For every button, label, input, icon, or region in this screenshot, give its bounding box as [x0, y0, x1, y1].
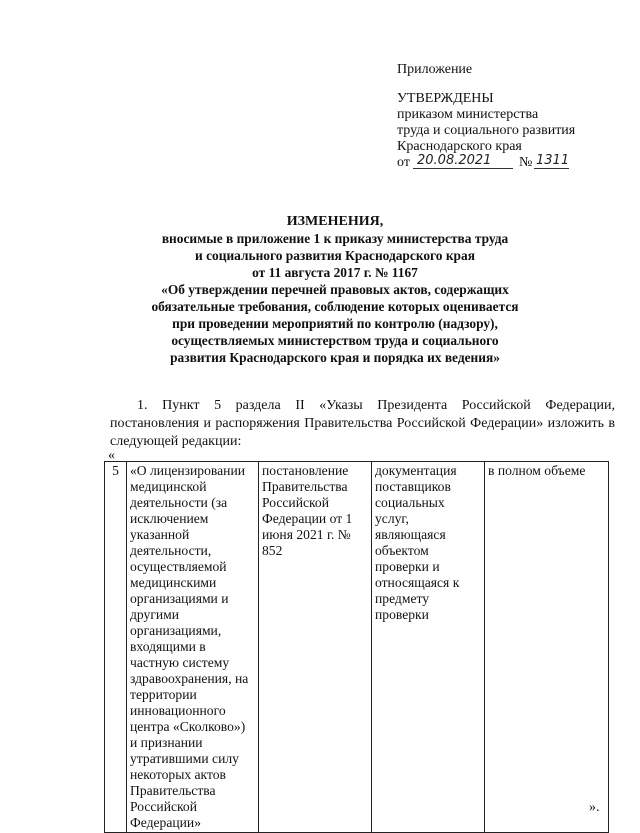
number-sign: №	[519, 155, 533, 170]
document-cell: постановление Правительства Российской Федерации от 1 июня 2021 г. № 852	[259, 462, 372, 833]
approval-block	[397, 62, 627, 173]
changes-table	[104, 461, 609, 833]
date-number-line	[397, 155, 627, 173]
opening-quote: «	[108, 448, 115, 463]
approved-line-1: приказом министерства	[397, 107, 539, 122]
title-line: «Об утверждении перечней правовых актов, содержащих	[161, 282, 509, 297]
scope-cell: в полном объеме	[485, 462, 609, 833]
table-row	[105, 462, 609, 833]
from-label: от	[397, 155, 410, 170]
row-number-cell: 5	[105, 462, 127, 833]
title-line: осуществляемых министерством труда и социального	[171, 333, 499, 348]
approved-line-2: труда и социального развития	[397, 123, 576, 138]
subject-cell: документация поставщиков социальных услуг, являющаяся объектом проверки и относящаяся к предмету проверки	[372, 462, 485, 833]
handwritten-date: 20.08.2021	[413, 153, 513, 169]
paragraph-text: 1. Пункт 5 раздела II «Указы Президента Российской Федерации, постановления и распоряжения Правительства Российской Федерации» изложить в следующей редакции:	[110, 398, 615, 449]
document-title	[100, 213, 570, 366]
title-line: и социального развития Краснодарского края	[195, 248, 475, 263]
body-paragraph	[110, 397, 615, 451]
title-line: при проведении мероприятий по контролю (надзору),	[172, 316, 498, 331]
title-line: вносимые в приложение 1 к приказу министерства труда	[161, 231, 509, 246]
title-main: ИЗМЕНЕНИЯ,	[286, 214, 384, 229]
approved-line-3: Краснодарского края	[397, 139, 522, 154]
closing-quote: ».	[589, 800, 600, 815]
title-line: развития Краснодарского края и порядка их ведения»	[170, 350, 500, 365]
act-name-cell: «О лицензировании медицинской деятельности (за исключением указанной деятельности, осуществляемой медицинскими организациями и другими организациями, входящими в частную систему здравоохранения, на территории инновационного центра «Сколково») и признании утратившими силу некоторых актов Правительства Российской Федерации»	[127, 462, 259, 833]
appendix-label: Приложение	[397, 62, 473, 77]
handwritten-number: 1311	[536, 153, 570, 168]
title-line: обязательные требования, соблюдение которых оценивается	[151, 299, 519, 314]
approved-heading: УТВЕРЖДЕНЫ	[397, 91, 494, 106]
title-line: от 11 августа 2017 г. № 1167	[252, 265, 418, 280]
